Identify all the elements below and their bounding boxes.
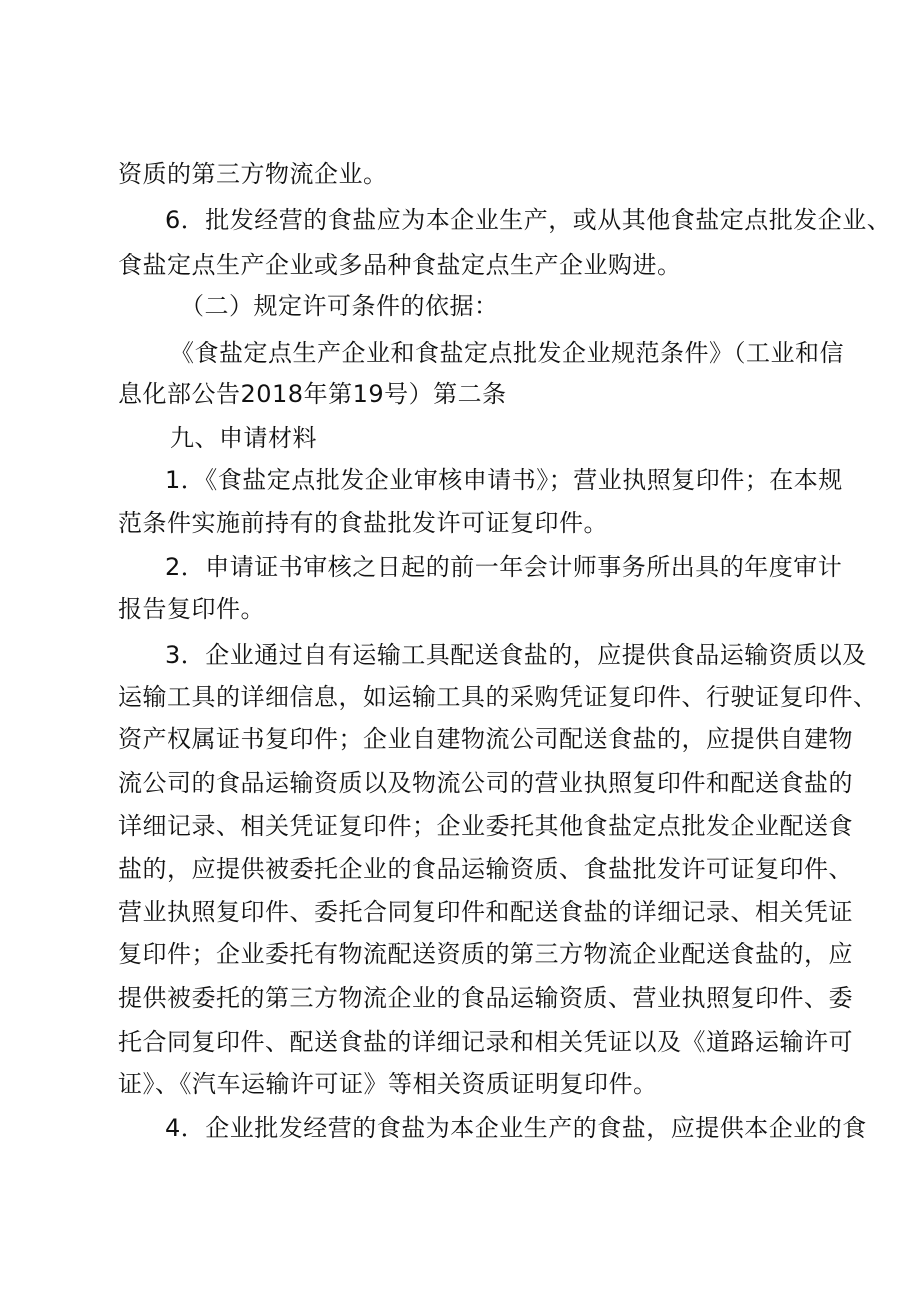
text-line: 盐的，应提供被委托企业的食品运输资质、食盐批发许可证复印件、 [118, 855, 853, 883]
text-line: 报告复印件。 [118, 595, 265, 623]
text-line: 提供被委托的第三方物流企业的食品运输资质、营业执照复印件、委 [118, 984, 853, 1012]
text-line: 流公司的食品运输资质以及物流公司的营业执照复印件和配送食盐的 [118, 769, 853, 797]
section-heading: 九、申请材料 [170, 424, 317, 452]
text-line: 1．《食盐定点批发企业审核申请书》；营业执照复印件；在本规 [165, 466, 843, 494]
text-line: 6．批发经营的食盐应为本企业生产，或从其他食盐定点批发企业、 [165, 206, 892, 234]
text-line: 运输工具的详细信息，如运输工具的采购凭证复印件、行驶证复印件、 [118, 683, 878, 711]
text-line: 资产权属证书复印件；企业自建物流公司配送食盐的，应提供自建物 [118, 725, 853, 753]
text-line: 4．企业批发经营的食盐为本企业生产的食盐，应提供本企业的食 [165, 1114, 867, 1142]
text-line: 食盐定点生产企业或多品种食盐定点生产企业购进。 [118, 251, 682, 279]
text-line: 证》、《汽车运输许可证》等相关资质证明复印件。 [118, 1070, 658, 1098]
text-line: 复印件；企业委托有物流配送资质的第三方物流企业配送食盐的，应 [118, 940, 853, 968]
text-line: 范条件实施前持有的食盐批发许可证复印件。 [118, 509, 608, 537]
text-line: 《食盐定点生产企业和食盐定点批发企业规范条件》（工业和信 [170, 339, 844, 367]
text-line: 息化部公告2018年第19号）第二条 [118, 380, 507, 408]
text-line: 资质的第三方物流企业。 [118, 160, 388, 188]
text-line: 营业执照复印件、委托合同复印件和配送食盐的详细记录、相关凭证 [118, 898, 853, 926]
section-heading: （二）规定许可条件的依据： [180, 292, 499, 320]
text-line: 3．企业通过自有运输工具配送食盐的，应提供食品运输资质以及 [165, 641, 867, 669]
text-line: 2．申请证书审核之日起的前一年会计师事务所出具的年度审计 [165, 553, 843, 581]
text-line: 托合同复印件、配送食盐的详细记录和相关凭证以及《道路运输许可 [118, 1028, 853, 1056]
text-line: 详细记录、相关凭证复印件；企业委托其他食盐定点批发企业配送食 [118, 812, 853, 840]
